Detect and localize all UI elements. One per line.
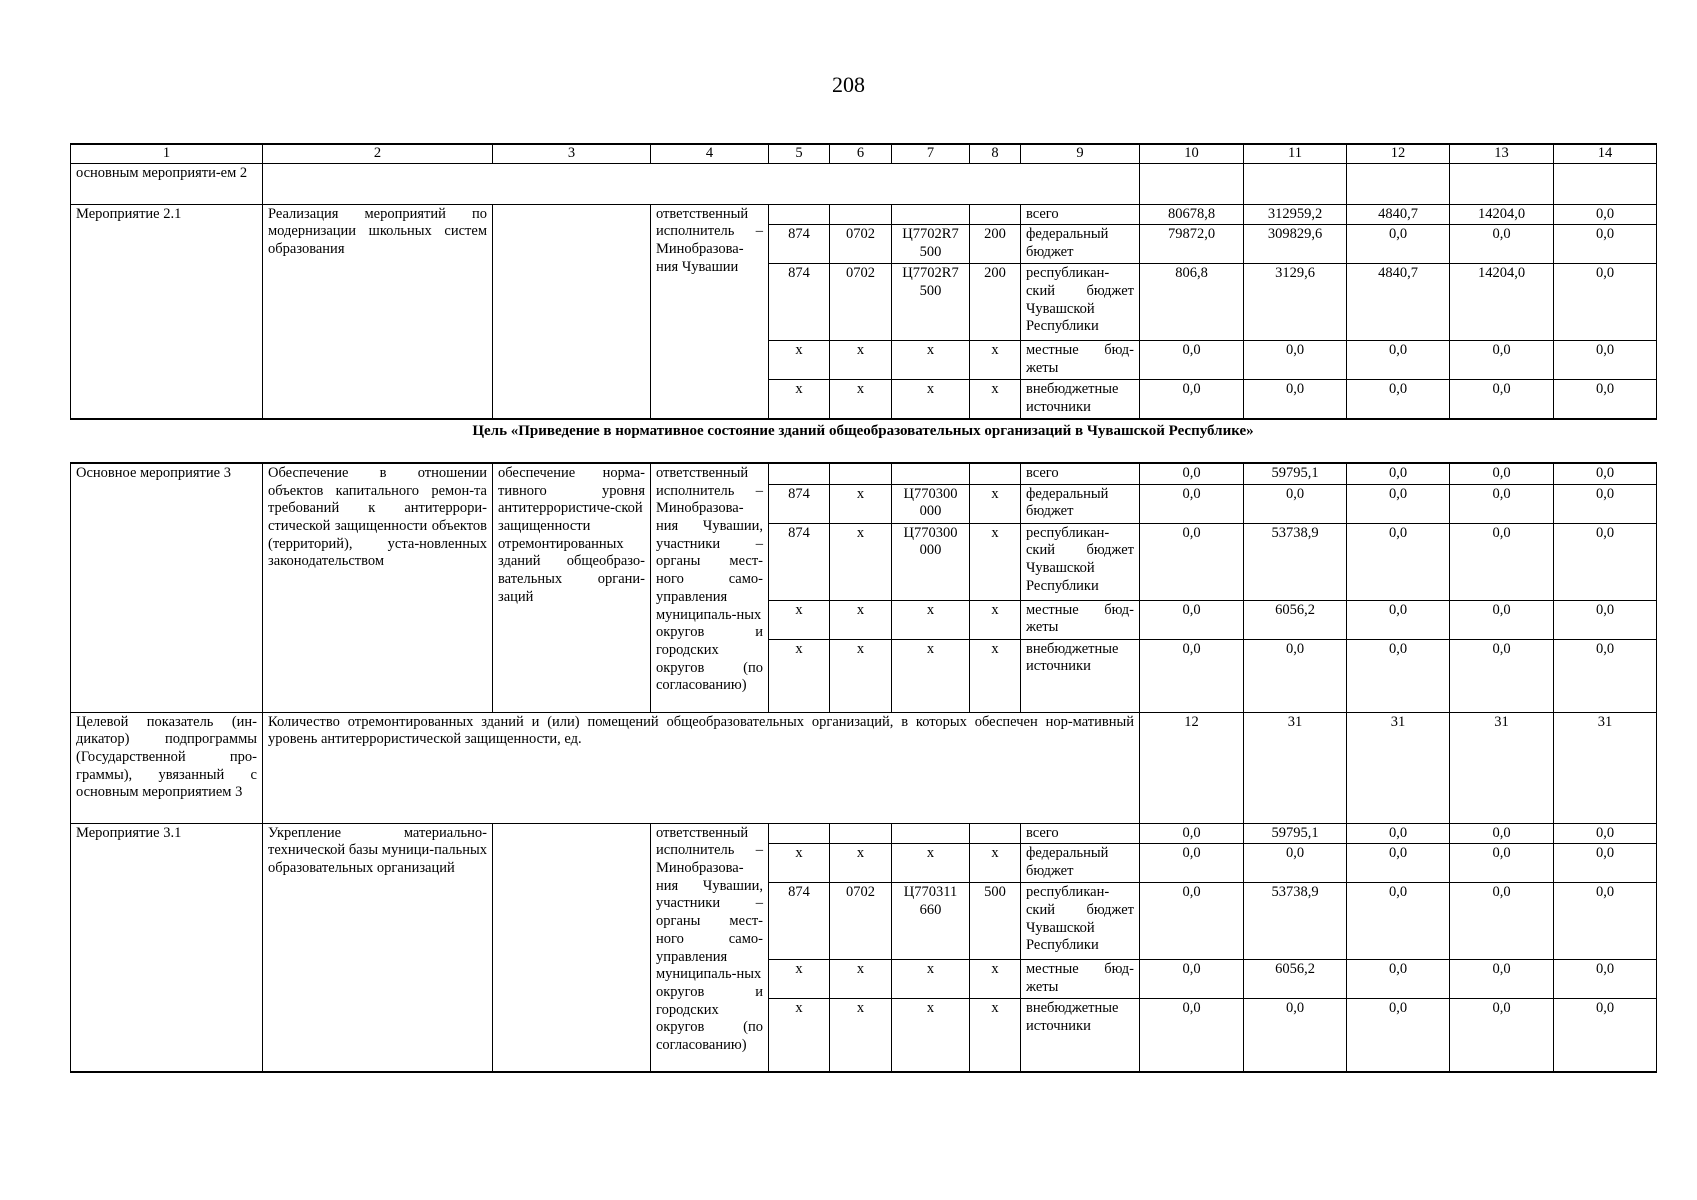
funding-value: 0,0 <box>1347 380 1450 420</box>
funding-value: 14204,0 <box>1450 264 1554 341</box>
grbs-code: x <box>769 639 830 712</box>
table-row <box>71 463 1657 484</box>
column-number: 5 <box>769 144 830 163</box>
table-row <box>71 204 1657 225</box>
funding-value: 0,0 <box>1450 823 1554 844</box>
grbs-code: x <box>769 380 830 420</box>
funding-value: 3129,6 <box>1244 264 1347 341</box>
indicator-value: 12 <box>1140 712 1244 823</box>
indicator-value: 31 <box>1347 712 1450 823</box>
funding-value: 0,0 <box>1347 844 1450 883</box>
section-code: x <box>830 341 892 380</box>
indicator-row <box>71 712 1657 823</box>
expense-type-code: 500 <box>970 883 1021 960</box>
target-article-code <box>892 463 970 484</box>
funding-value: 0,0 <box>1244 639 1347 712</box>
column-number: 4 <box>651 144 769 163</box>
funding-value: 0,0 <box>1450 883 1554 960</box>
funding-value: 0,0 <box>1450 225 1554 264</box>
indicator-value: 31 <box>1554 712 1657 823</box>
funding-value: 4840,7 <box>1347 264 1450 341</box>
funding-value: 0,0 <box>1554 639 1657 712</box>
expense-type-code: x <box>970 523 1021 600</box>
activity-label: Мероприятие 3.1 <box>71 823 263 1072</box>
activity-executor: ответственный исполнитель – Минобразова-ния Чувашии, участники – органы мест-ного само-управления муниципаль-ных округов и городских округов (по согласованию) <box>651 823 769 1072</box>
goal-heading: Цель «Приведение в нормативное состояние зданий общеобразовательных организаций в Чувашской Республике» <box>472 423 1254 439</box>
column-number: 3 <box>493 144 651 163</box>
section-code <box>830 463 892 484</box>
funding-value: 6056,2 <box>1244 960 1347 999</box>
continuation-empty <box>1450 163 1554 204</box>
funding-value: 0,0 <box>1140 523 1244 600</box>
funding-value: 0,0 <box>1347 463 1450 484</box>
funding-source: республикан-ский бюджет Чувашской Республики <box>1021 883 1140 960</box>
target-article-code: x <box>892 380 970 420</box>
continuation-label: основным мероприяти-ем 2 <box>71 163 263 204</box>
target-article-code: Ц770300 000 <box>892 523 970 600</box>
indicator-label: Целевой показатель (ин-дикатор) подпрограммы (Государственной про-граммы), увязанный с основным мероприятием 3 <box>71 712 263 823</box>
funding-source: республикан-ский бюджет Чувашской Республики <box>1021 264 1140 341</box>
funding-value: 0,0 <box>1554 823 1657 844</box>
funding-value: 0,0 <box>1554 844 1657 883</box>
funding-value: 0,0 <box>1244 484 1347 523</box>
funding-source: всего <box>1021 463 1140 484</box>
funding-value: 0,0 <box>1554 600 1657 639</box>
funding-source: республикан-ский бюджет Чувашской Республики <box>1021 523 1140 600</box>
funding-source: федеральный бюджет <box>1021 484 1140 523</box>
column-number: 9 <box>1021 144 1140 163</box>
funding-value: 0,0 <box>1140 484 1244 523</box>
funding-value: 0,0 <box>1450 600 1554 639</box>
page-number: 208 <box>832 72 865 97</box>
activity-result: обеспечение норма-тивного уровня антитеррористиче-ской защищенности отремонтированных зданий общеобразо-вательных органи-заций <box>493 463 651 712</box>
funding-value: 14204,0 <box>1450 204 1554 225</box>
activity-result <box>493 204 651 419</box>
activity-executor: ответственный исполнитель – Минобразова-ния Чувашии, участники – органы мест-ного само-управления муниципаль-ных округов и городских округов (по согласованию) <box>651 463 769 712</box>
funding-value: 0,0 <box>1554 523 1657 600</box>
funding-source: внебюджетные источники <box>1021 999 1140 1073</box>
funding-value: 0,0 <box>1140 380 1244 420</box>
target-article-code <box>892 204 970 225</box>
funding-value: 53738,9 <box>1244 523 1347 600</box>
target-article-code: x <box>892 639 970 712</box>
funding-value: 0,0 <box>1140 600 1244 639</box>
funding-value: 0,0 <box>1554 883 1657 960</box>
funding-value: 0,0 <box>1450 380 1554 420</box>
funding-value: 806,8 <box>1140 264 1244 341</box>
funding-value: 0,0 <box>1450 960 1554 999</box>
funding-value: 0,0 <box>1140 883 1244 960</box>
expense-type-code: x <box>970 999 1021 1073</box>
target-article-code: Ц7702R7 500 <box>892 264 970 341</box>
target-article-code: Ц770300 000 <box>892 484 970 523</box>
funding-value: 0,0 <box>1347 341 1450 380</box>
grbs-code <box>769 204 830 225</box>
expense-type-code <box>970 204 1021 225</box>
grbs-code: x <box>769 844 830 883</box>
funding-value: 0,0 <box>1450 341 1554 380</box>
section-code <box>830 204 892 225</box>
section-code: 0702 <box>830 883 892 960</box>
funding-value: 59795,1 <box>1244 823 1347 844</box>
funding-value: 312959,2 <box>1244 204 1347 225</box>
expense-type-code: x <box>970 960 1021 999</box>
expense-type-code: x <box>970 600 1021 639</box>
column-number: 6 <box>830 144 892 163</box>
funding-value: 0,0 <box>1140 999 1244 1073</box>
column-number: 10 <box>1140 144 1244 163</box>
grbs-code: x <box>769 341 830 380</box>
funding-value: 0,0 <box>1244 999 1347 1073</box>
indicator-value: 31 <box>1244 712 1347 823</box>
funding-value: 0,0 <box>1140 844 1244 883</box>
funding-value: 0,0 <box>1140 463 1244 484</box>
section-code: x <box>830 844 892 883</box>
funding-source: федеральный бюджет <box>1021 225 1140 264</box>
column-number: 1 <box>71 144 263 163</box>
expense-type-code: x <box>970 844 1021 883</box>
funding-value: 0,0 <box>1347 999 1450 1073</box>
funding-source: внебюджетные источники <box>1021 639 1140 712</box>
section-code: x <box>830 380 892 420</box>
grbs-code: x <box>769 600 830 639</box>
funding-value: 0,0 <box>1347 600 1450 639</box>
target-article-code: Ц7702R7 500 <box>892 225 970 264</box>
expense-type-code <box>970 463 1021 484</box>
column-number: 11 <box>1244 144 1347 163</box>
grbs-code: x <box>769 999 830 1073</box>
section-code: x <box>830 999 892 1073</box>
target-article-code: x <box>892 844 970 883</box>
funding-value: 79872,0 <box>1140 225 1244 264</box>
funding-value: 0,0 <box>1244 380 1347 420</box>
expense-type-code: 200 <box>970 264 1021 341</box>
funding-value: 0,0 <box>1450 463 1554 484</box>
continuation-empty <box>1554 163 1657 204</box>
grbs-code: 874 <box>769 523 830 600</box>
column-number: 14 <box>1554 144 1657 163</box>
funding-source: местные бюд-жеты <box>1021 341 1140 380</box>
expense-type-code: x <box>970 380 1021 420</box>
table-row <box>71 823 1657 844</box>
section-code: x <box>830 960 892 999</box>
funding-value: 6056,2 <box>1244 600 1347 639</box>
activity-description: Реализация мероприятий по модернизации школьных систем образования <box>263 204 493 419</box>
section-code: 0702 <box>830 225 892 264</box>
section-code: x <box>830 484 892 523</box>
funding-value: 0,0 <box>1554 204 1657 225</box>
funding-value: 0,0 <box>1554 999 1657 1073</box>
funding-value: 53738,9 <box>1244 883 1347 960</box>
funding-value: 4840,7 <box>1347 204 1450 225</box>
target-article-code: x <box>892 999 970 1073</box>
expense-type-code: x <box>970 341 1021 380</box>
expense-type-code: x <box>970 639 1021 712</box>
funding-value: 0,0 <box>1347 639 1450 712</box>
section-code: x <box>830 523 892 600</box>
funding-value: 0,0 <box>1347 823 1450 844</box>
funding-source: всего <box>1021 823 1140 844</box>
funding-value: 0,0 <box>1554 264 1657 341</box>
continuation-empty <box>1244 163 1347 204</box>
funding-value: 0,0 <box>1347 883 1450 960</box>
funding-value: 0,0 <box>1140 960 1244 999</box>
target-article-code: x <box>892 960 970 999</box>
grbs-code <box>769 823 830 844</box>
funding-value: 0,0 <box>1450 999 1554 1073</box>
activity-label: Основное мероприятие 3 <box>71 463 263 712</box>
funding-value: 0,0 <box>1140 341 1244 380</box>
column-number: 2 <box>263 144 493 163</box>
activity-label: Мероприятие 2.1 <box>71 204 263 419</box>
section-code <box>830 823 892 844</box>
column-number: 12 <box>1347 144 1450 163</box>
funding-value: 0,0 <box>1554 960 1657 999</box>
column-number: 7 <box>892 144 970 163</box>
indicator-value: 31 <box>1450 712 1554 823</box>
expense-type-code: x <box>970 484 1021 523</box>
column-number: 13 <box>1450 144 1554 163</box>
funding-value: 0,0 <box>1347 960 1450 999</box>
funding-value: 80678,8 <box>1140 204 1244 225</box>
funding-value: 0,0 <box>1554 380 1657 420</box>
expense-type-code <box>970 823 1021 844</box>
continuation-empty <box>263 163 1140 204</box>
activity-result <box>493 823 651 1072</box>
column-number: 8 <box>970 144 1021 163</box>
funding-value: 0,0 <box>1554 225 1657 264</box>
budget-table-part-2 <box>70 462 1657 1073</box>
funding-value: 0,0 <box>1140 823 1244 844</box>
target-article-code: Ц770311 660 <box>892 883 970 960</box>
target-article-code: x <box>892 341 970 380</box>
funding-value: 0,0 <box>1554 484 1657 523</box>
grbs-code: x <box>769 960 830 999</box>
funding-value: 0,0 <box>1347 225 1450 264</box>
column-number-row <box>71 144 1657 163</box>
grbs-code <box>769 463 830 484</box>
table-row <box>71 163 1657 204</box>
grbs-code: 874 <box>769 484 830 523</box>
grbs-code: 874 <box>769 883 830 960</box>
activity-executor: ответственный исполнитель – Минобразова-ния Чувашии <box>651 204 769 419</box>
funding-value: 0,0 <box>1450 844 1554 883</box>
funding-value: 59795,1 <box>1244 463 1347 484</box>
funding-value: 0,0 <box>1554 463 1657 484</box>
funding-value: 0,0 <box>1554 341 1657 380</box>
activity-description: Обеспечение в отношении объектов капитального ремон-та требований к антитеррори-стической защищенности объектов (территорий), уста-новленных законодательством <box>263 463 493 712</box>
funding-value: 0,0 <box>1140 639 1244 712</box>
funding-value: 309829,6 <box>1244 225 1347 264</box>
grbs-code: 874 <box>769 225 830 264</box>
funding-value: 0,0 <box>1450 484 1554 523</box>
section-code: 0702 <box>830 264 892 341</box>
expense-type-code: 200 <box>970 225 1021 264</box>
section-code: x <box>830 639 892 712</box>
activity-description: Укрепление материально-технической базы муници-пальных образовательных организаций <box>263 823 493 1072</box>
funding-value: 0,0 <box>1450 639 1554 712</box>
funding-value: 0,0 <box>1347 523 1450 600</box>
funding-value: 0,0 <box>1244 341 1347 380</box>
budget-table-part-1 <box>70 143 1657 420</box>
continuation-empty <box>1347 163 1450 204</box>
funding-source: федеральный бюджет <box>1021 844 1140 883</box>
funding-value: 0,0 <box>1450 523 1554 600</box>
section-code: x <box>830 600 892 639</box>
target-article-code <box>892 823 970 844</box>
grbs-code: 874 <box>769 264 830 341</box>
funding-source: местные бюд-жеты <box>1021 600 1140 639</box>
funding-value: 0,0 <box>1347 484 1450 523</box>
continuation-empty <box>1140 163 1244 204</box>
target-article-code: x <box>892 600 970 639</box>
funding-value: 0,0 <box>1244 844 1347 883</box>
funding-source: всего <box>1021 204 1140 225</box>
indicator-text: Количество отремонтированных зданий и (или) помещений общеобразовательных организаций, в которых обеспечен нор-мативный уровень антитеррористической защищенности, ед. <box>263 712 1140 823</box>
funding-source: внебюджетные источники <box>1021 380 1140 420</box>
funding-source: местные бюд-жеты <box>1021 960 1140 999</box>
